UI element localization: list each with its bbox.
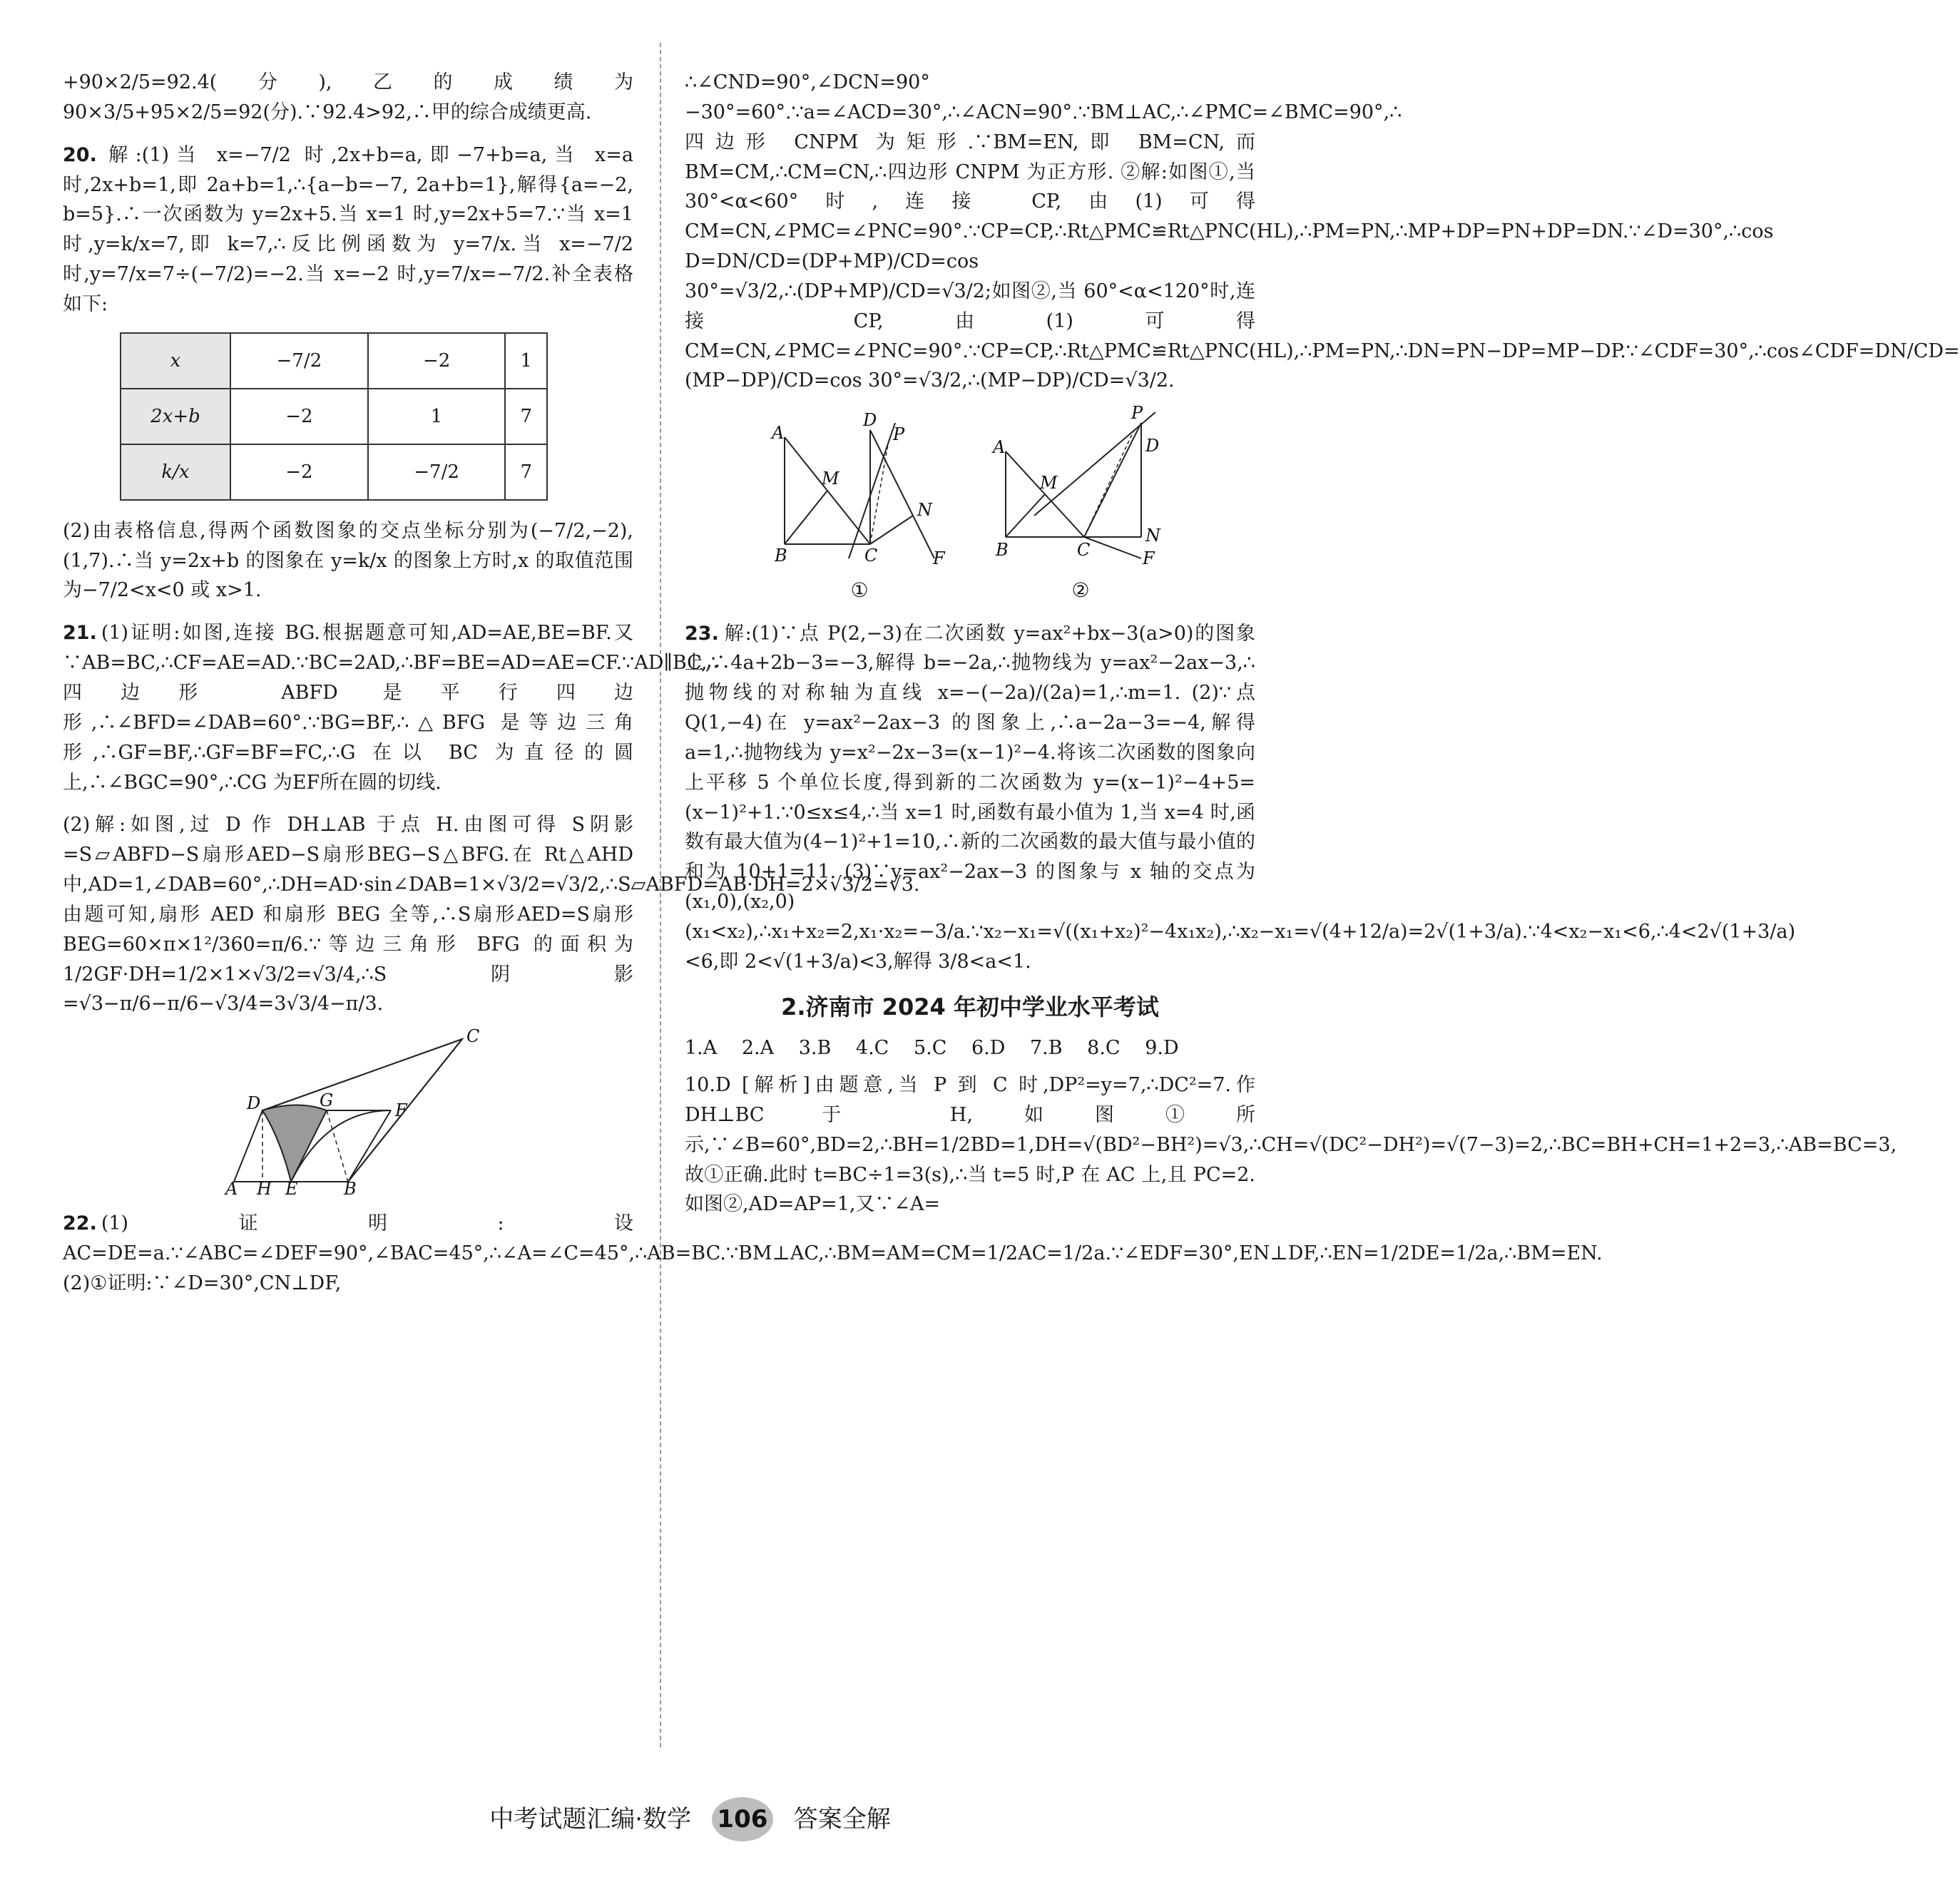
table-cell: −2 <box>230 389 368 444</box>
fig-label: B <box>775 546 787 566</box>
answer-item: 2.A <box>741 1037 775 1060</box>
q22-number: 22. <box>63 1212 97 1235</box>
footer-book-title: 中考试题汇编·数学 <box>489 1805 692 1834</box>
fig-label: P <box>1131 403 1143 424</box>
table-cell: 1 <box>505 333 547 389</box>
fig-label: G <box>320 1090 334 1111</box>
segment <box>1084 537 1141 558</box>
q21-figure <box>213 1026 484 1200</box>
table-header-cell: k/x <box>121 444 230 500</box>
fig-label: F <box>395 1100 407 1121</box>
answer-item: 6.D <box>971 1037 1006 1060</box>
segment <box>870 430 934 558</box>
q22-figure-2-svg <box>991 403 1170 569</box>
fig-label: M <box>822 469 839 489</box>
fig-label: A <box>772 423 785 444</box>
answer-item: 1.A <box>685 1037 718 1060</box>
segment <box>1084 423 1141 537</box>
figure-caption: ① <box>850 578 869 603</box>
table-header-cell: 2x+b <box>121 389 230 444</box>
segment <box>785 491 827 544</box>
q22-part1-text: (1)证明:设 AC=DE=a.∵∠ABC=∠DEF=90°,∠BAC=45°,∴∠A=∠C=45°,∴AB=BC.∵BM⊥AC,∴BM=AM=CM=1/2AC=1/2a.∵∠EDF=30°,EN⊥DF,∴EN=1/2DE=1/2a,∴BM=EN. (2)①证明:∵∠D=30°,CN⊥DF, <box>63 1212 1603 1294</box>
fig-label: C <box>1077 540 1091 561</box>
q23-text: 解:(1)∵点 P(2,−3)在二次函数 y=ax²+bx−3(a>0)的图象上,∴4a+2b−3=−3,解得 b=−2a,∴抛物线为 y=ax²−2ax−3,∴抛物线的对称轴为直线 x=−(−2a)/(2a)=1,∴m=1. (2)∵点 Q(1,−4)在 y=ax²−2ax−3 的图象上,∴a−2a−3=−4,解得 a=1,∴抛物线为 y=x²−2x−3=(x−1)²−4.将该二次函数的图象向上平移 5 个单位长度,得到新的二次函数为 y=(x−1)²−4+5=(x−1)²+1.∵0≤x≤4,∴当 x=1 时,函数有最小值为 1,当 x=4 时,函数有最大值为(4−1)²+1=10,∴新的二次函数的最大值与最小值的和为 10+1=11. (3)∵y=ax²−2ax−3 的图象与 x 轴的交点为(x₁,0),(x₂,0)(x₁<x₂),∴x₁+x₂=2,x₁·x₂=−3/a.∵x₂−x₁=√((x₁+x₂)²−4x₁x₂),∴x₂−x₁=√(4+12/a)=2√(1+3/a).∵4<x₂−x₁<6,∴4<2√(1+3/a)<6,即 2<√(1+3/a)<3,解得 3/8<a<1. <box>685 622 1796 973</box>
answer-item: 4.C <box>855 1037 889 1060</box>
segment-bf <box>348 1110 391 1182</box>
q22-figure-1-svg <box>770 409 949 569</box>
q21-number: 21. <box>63 622 97 645</box>
fig-label: C <box>466 1026 480 1047</box>
fig-label: D <box>247 1093 261 1114</box>
fig-label: M <box>1040 473 1058 494</box>
segment <box>1034 412 1155 516</box>
answer-item: 7.B <box>1029 1037 1063 1060</box>
q10-solution: 10.D [解析]由题意,当 P 到 C 时,DP²=y=7,∴DC²=7.作 DH⊥BC 于 H,如图①所示,∵∠B=60°,BD=2,∴BH=1/2BD=1,DH=√(BD²−BH²)=√3,∴CH=√(DC²−DH²)=√(7−3)=2,∴BC=BH+CH=1+2=3,∴AB=BC=3,故①正确.此时 t=BC÷1=3(s),∴当 t=5 时,P 在 AC 上,且 PC=2.如图②,AD=AP=1,又∵∠A= <box>685 1074 1897 1216</box>
q20-part1 <box>63 140 633 319</box>
table-cell: −2 <box>230 444 368 500</box>
q23 <box>685 619 1796 977</box>
fig-label: N <box>1145 526 1160 546</box>
table-header-cell: x <box>121 333 230 389</box>
q22-figure-2 <box>991 403 1170 605</box>
segment <box>849 423 895 558</box>
q19-continuation: +90×2/5=92.4(分),乙的成绩为 90×3/5+95×2/5=92(分).∵92.4>92,∴甲的综合成绩更高. <box>63 71 633 123</box>
answer-item: 9.D <box>1145 1037 1179 1060</box>
table-row <box>121 389 547 444</box>
fig-label: N <box>917 500 932 521</box>
q22-continuation: ∴∠CND=90°,∠DCN=90°−30°=60°.∵a=∠ACD=30°,∴∠ACN=90°.∵BM⊥AC,∴∠PMC=∠BMC=90°,∴四边形 CNPM 为矩形.∵BM=EN,即 BM=CN,而 BM=CM,∴CM=CN,∴四边形 CNPM 为正方形. ②解:如图①,当 30°<α<60°时,连接 CP,由(1)可得 CM=CN,∠PMC=∠PNC=90°.∵CP=CP,∴Rt△PMC≌Rt△PNC(HL),∴PM=PN,∴MP+DP=PN+DP=DN.∵∠D=30°,∴cos D=DN/CD=(DP+MP)/CD=cos 30°=√3/2,∴(DP+MP)/CD=√3/2;如图②,当 60°<α<120°时,连接 CP,由(1)可得 CM=CN,∠PMC=∠PNC=90°.∵CP=CP,∴Rt△PMC≌Rt△PNC(HL),∴PM=PN,∴DN=PN−DP=MP−DP.∵∠CDF=30°,∴cos∠CDF=DN/CD=(MP−DP)/CD=cos 30°=√3/2,∴(MP−DP)/CD=√3/2. <box>685 71 1960 392</box>
fig-label: D <box>863 410 877 431</box>
fig-label: A <box>993 437 1006 458</box>
section-title: 2.济南市 2024 年初中学业水平考试 <box>781 993 1159 1021</box>
fig-label: B <box>344 1179 357 1200</box>
fig-label: F <box>1143 548 1155 569</box>
page-footer <box>0 1797 1380 1841</box>
q20-part1-text: 解:(1)当 x=−7/2 时,2x+b=a,即−7+b=a,当 x=a 时,2x+b=1,即 2a+b=1,∴{a−b=−7, 2a+b=1},解得{a=−2, b=5}.∴一次函数为 y=2x+5.当 x=1 时,y=2x+5=7.∵当 x=1 时,y=k/x=7,即 k=7,∴反比例函数为 y=7/x.当 x=−7/2 时,y=7/x=7÷(−7/2)=−2.当 x=−2 时,y=7/x=−7/2.补全表格如下: <box>63 143 633 315</box>
fig-label: F <box>933 548 945 569</box>
table-cell: 7 <box>505 444 547 500</box>
segment <box>870 516 913 544</box>
table-cell: −7/2 <box>368 444 506 500</box>
table-row <box>121 444 547 500</box>
table-cell: 7 <box>505 389 547 444</box>
fig-label: E <box>285 1179 298 1200</box>
answer-item: 8.C <box>1087 1037 1121 1060</box>
right-column <box>685 68 1960 1232</box>
figure-caption: ② <box>1071 578 1090 603</box>
table-cell: −7/2 <box>230 333 368 389</box>
fig-label: H <box>257 1179 272 1200</box>
fig-label: C <box>864 546 878 566</box>
q22-figures <box>685 403 1255 605</box>
q23-number: 23. <box>685 622 719 645</box>
segment <box>1006 494 1045 537</box>
segment-dc <box>262 1039 462 1110</box>
fig-label: P <box>893 424 905 445</box>
q22-figure-1 <box>770 409 949 605</box>
segment-dashed <box>870 444 888 544</box>
answer-item: 5.C <box>913 1037 947 1060</box>
footer-section-title: 答案全解 <box>793 1805 891 1834</box>
q21-part1-text: (1)证明:如图,连接 BG.根据题意可知,AD=AE,BE=BF.又∵AB=BC,∴CF=AE=AD.∵BC=2AD,∴BF=BE=AD=AE=CF.∵AD∥BC,∴四边形 ABFD 是平行四边形,∴∠BFD=∠DAB=60°.∵BG=BF,∴△BFG 是等边三角形,∴GF=BF,∴GF=BF=FC,∴G 在以 BC 为直径的圆上,∴∠BGC=90°,∴CG 为EF所在圆的切线. <box>63 622 720 794</box>
page-number: 106 <box>712 1797 773 1841</box>
table-cell: −2 <box>368 333 506 389</box>
fig-label: A <box>225 1179 238 1200</box>
fig-label: D <box>1145 436 1160 456</box>
answer-key <box>685 1033 1255 1063</box>
fig-label: B <box>996 540 1009 561</box>
table-row <box>121 333 547 389</box>
q21-part2: (2)解:如图,过 D 作 DH⊥AB 于点 H.由图可得 S阴影=S▱ABFD−S扇形AED−S扇形BEG−S△BFG.在 Rt△AHD 中,AD=1,∠DAB=60°,∴DH=AD·sin∠DAB=1×√3/2=√3/2,∴S▱ABFD=AB·DH=2×√3/2=√3.由题可知,扇形 AED 和扇形 BEG 全等,∴S扇形AED=S扇形BEG=60×π×1²/360=π/6.∵等边三角形 BFG 的面积为 1/2GF·DH=1/2×1×√3/2=√3/4,∴S阴影=√3−π/6−π/6−√3/4=3√3/4−π/3. <box>63 814 920 1016</box>
q20-part2: (2)由表格信息,得两个函数图象的交点坐标分别为(−7/2,−2),(1,7).∴当 y=2x+b 的图象在 y=k/x 的图象上方时,x 的取值范围为−7/2<x<0 或 x>1. <box>63 519 633 602</box>
q20-table <box>120 332 548 501</box>
answer-item: 3.B <box>798 1037 832 1060</box>
q22-part1 <box>63 1209 1603 1299</box>
q20-number: 20. <box>63 143 97 166</box>
table-cell: 1 <box>368 389 506 444</box>
